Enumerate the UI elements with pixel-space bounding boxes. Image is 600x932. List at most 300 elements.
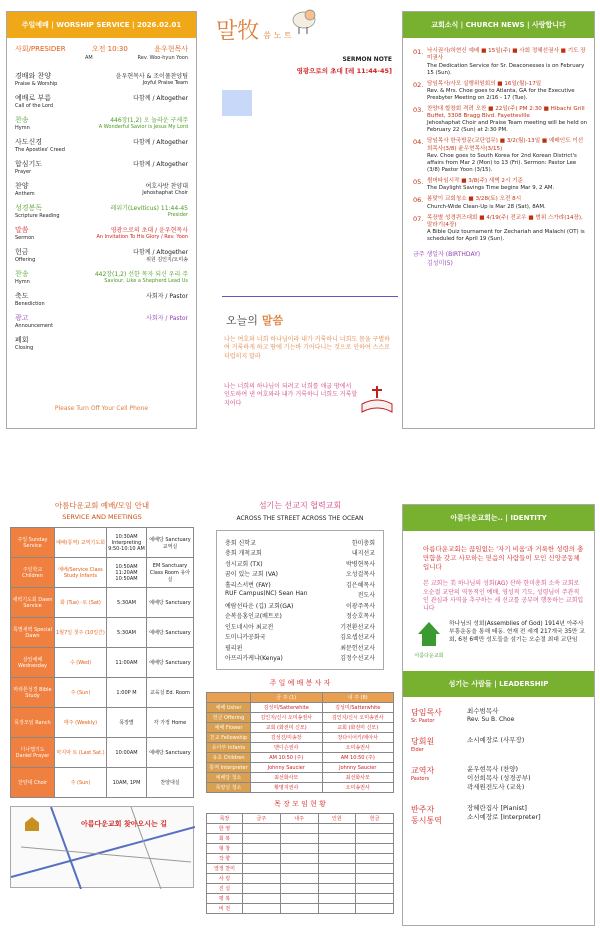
- church-logo: [409, 620, 449, 659]
- order-item-content-en: Jehoshaphat Choir: [142, 190, 188, 196]
- leader-name: 소시예장로 (사무장): [467, 735, 525, 744]
- mission-row: [225, 632, 375, 641]
- bible-illustration: [360, 384, 394, 414]
- mission-box: [216, 530, 384, 670]
- meeting-day: 예배(통역) 교역기도회: [55, 528, 107, 558]
- order-item-ko: 경배와 찬양: [15, 72, 52, 80]
- mission-pastor: 기전환선교사: [340, 623, 375, 631]
- order-item: [15, 93, 188, 109]
- leader-row: [411, 765, 586, 792]
- leader-name-en: Rev. Su B. Choe: [467, 715, 515, 723]
- order-item-right: [95, 269, 188, 285]
- mission-pastor: 김정수선교사: [340, 655, 375, 662]
- order-item-en: Offering: [15, 257, 36, 263]
- news-ko: 담임목사 한국방문(교단업무) ■ 3/2(월)-13일 ■ 예배인도 이선희목사(3/8) 윤우현목사(3/15): [427, 138, 584, 152]
- serve-row: [207, 773, 394, 783]
- order-item-right: [96, 225, 188, 241]
- order-item: [15, 335, 188, 351]
- order-item-content: 윤우현목사 & 조이풀찬양팀: [115, 73, 188, 80]
- serve-row: [207, 703, 394, 713]
- ranch-row: [207, 824, 394, 834]
- ranch-table: [206, 813, 394, 914]
- mission-church: 충회 개척교회: [225, 550, 262, 557]
- meeting-day: 화 (Tue) -토 (Sat): [55, 588, 107, 618]
- presider-time: 오전 10:30: [91, 45, 128, 53]
- serve-role: 목양실 청소: [207, 783, 251, 793]
- mission-row: [225, 548, 375, 557]
- order-item-left: [15, 159, 42, 175]
- ranch-cell: [318, 884, 356, 894]
- serve-header-blank: [207, 693, 251, 703]
- news-body: [427, 196, 546, 210]
- serve-title: 주 일 예 배 봉 사 자: [269, 679, 331, 687]
- ranch-cell: [356, 864, 394, 874]
- worship-order-panel: [6, 11, 197, 429]
- meeting-name: 마라톤성경 Bible Study: [11, 678, 55, 708]
- identity-panel: [402, 504, 595, 926]
- presider-label: 사회/PRESIDER: [15, 45, 66, 53]
- news-header: 교회소식 | CHURCH NEWS | 사랑합니다: [403, 12, 594, 38]
- mission-row: [225, 590, 375, 599]
- verse-1: 나는 여호와 너희 하나님이라 내가 거룩하니 너희도 몸을 구별하여 거룩하게 하고 땅에 기는바 기어다니는 것으로 인하여 스스로 더럽히지 말라: [224, 336, 390, 360]
- meeting-name: 찬양대 Choir: [11, 768, 55, 798]
- serve-row: [207, 713, 394, 723]
- news-ko: 찬양대 합창회 격려 오찬 ■ 22일(주) PM 2:30 ■ Hibachi Grill Buffet, 3308 Bragg Blvd. Fayetteville: [427, 105, 585, 120]
- order-item: [15, 115, 188, 131]
- mission-pastor: 이광주목사: [346, 602, 375, 610]
- order-item-en: Call of the Lord: [15, 103, 54, 109]
- logo-char-2: 牧: [237, 19, 260, 44]
- meeting-place: EM Sanctuary Class Room 유아실: [147, 558, 194, 588]
- identity-main: 아름다운교회는 끊임없는 '자기 비움'과 거룩한 성령의 충만함을 갖고 사모하는 믿음의 사람들이 모인 신앙공동체입니다: [423, 545, 584, 572]
- mission-row: [225, 653, 375, 662]
- today-label: 오늘의: [226, 314, 258, 327]
- order-item-left: [15, 115, 30, 131]
- serve-role: 헌금 Offering: [207, 713, 251, 723]
- leader-role-box: [411, 707, 467, 724]
- mission-church: 도미니카공화국: [225, 634, 266, 641]
- ranch-cell: [356, 894, 394, 904]
- meeting-place: 예배당 Sanctuary 교역실: [147, 528, 194, 558]
- logo-char-1: 말: [216, 19, 238, 44]
- mission-pastor: 박병현목사: [346, 560, 375, 568]
- serve-row: [207, 753, 394, 763]
- order-item: [15, 181, 188, 197]
- mission-pastor: 오성걸목사: [346, 571, 375, 578]
- ranch-name: 비 전: [207, 904, 243, 914]
- serve-next-week: Johnny Saucier: [322, 763, 394, 773]
- news-number: 06.: [413, 196, 424, 205]
- leader-role-box: [411, 736, 467, 753]
- order-item-right: [116, 71, 188, 87]
- serve-next-week: 장다이어키/애아사: [322, 733, 394, 743]
- serve-header: 금 주 (1): [251, 693, 323, 703]
- mission-row: [225, 569, 375, 578]
- ranch-cell: [318, 894, 356, 904]
- order-item-content-en: Saviour, Like a Shepherd Lead Us: [104, 278, 188, 284]
- ranch-cell: [356, 874, 394, 884]
- sheep-icon: [290, 6, 318, 36]
- serve-row: [207, 733, 394, 743]
- ranch-name: 형 창: [207, 844, 243, 854]
- mission-row: [225, 622, 375, 631]
- order-item-en: Scripture Reading: [15, 213, 60, 219]
- serve-this-week: 최선화사모: [251, 773, 323, 783]
- serve-this-week: 교회 (화전미 신모): [251, 723, 323, 733]
- leadership-header: 섬기는 사람들 | LEADERSHIP: [403, 671, 594, 697]
- order-item-content: 446장(1,2) 오 놀라운 구세주: [110, 117, 188, 124]
- birthday-label: 금주 생일자 (BIRTHDAY): [413, 251, 481, 259]
- serve-next-week: 오미송권사: [322, 783, 394, 793]
- ranch-row: [207, 864, 394, 874]
- ranch-name: 진 실: [207, 884, 243, 894]
- meeting-day: 주 (Sun): [55, 768, 107, 798]
- order-item-ko: 사도신경: [15, 138, 43, 146]
- meeting-day: 1월7일 첫주 (10일간): [55, 618, 107, 648]
- meeting-name: 목장모임 Ranch: [11, 708, 55, 738]
- order-item-content-en: Presider: [167, 212, 188, 218]
- ranch-cell: [318, 904, 356, 914]
- serve-this-week: AM 10:50 (주): [251, 753, 323, 763]
- order-item-left: [15, 225, 34, 241]
- mission-church: 예람선타운 (깁) 교회(GA): [225, 602, 294, 610]
- order-item-en: Benediction: [15, 301, 45, 307]
- serve-this-week: 김성진/미송장: [251, 733, 323, 743]
- mission-pastor: 정승호목사: [346, 613, 375, 620]
- leader-role-en: Sr. Pastor: [411, 717, 435, 724]
- meeting-row: [11, 618, 194, 648]
- meeting-place: 각 가정 Home: [147, 708, 194, 738]
- leader-role: 담임목사: [411, 707, 442, 717]
- mission-church: 인도네시아 최교전: [225, 623, 274, 631]
- ranch-cell: [243, 834, 281, 844]
- serve-row: [207, 743, 394, 753]
- serve-next-week: 김인지/신시 오미송권사: [322, 713, 394, 723]
- news-list: [403, 38, 594, 243]
- order-item-en: Announcement: [15, 323, 54, 329]
- news-body: [427, 215, 588, 244]
- order-item-right: [133, 247, 188, 263]
- news-item: [413, 178, 588, 192]
- order-item-ko: 예배로 부름: [15, 94, 52, 102]
- mission-church: 홀리스서번 (FAY): [225, 581, 271, 589]
- leader-role-box: [411, 765, 467, 792]
- order-item-right: [146, 313, 188, 329]
- order-item-ko: 찬송: [15, 270, 29, 278]
- ranch-cell: [356, 854, 394, 864]
- mission-church: RUF Campus(NC) Sean Han: [225, 590, 308, 597]
- mission-church: 성시교회 (TX): [225, 560, 263, 568]
- mission-church: 충회 신학교: [225, 539, 256, 547]
- order-item-content: 여호사밧 찬양대: [145, 183, 188, 190]
- order-item-content: 다함께 / Altogether: [133, 95, 188, 102]
- news-ko: 목장별 성경퀴즈대회 ■ 4/19(주) 전교우 ■ 범위 스가랴(14장), 말라기(4장): [427, 214, 583, 228]
- logo-rest: 씀 노 트: [263, 31, 292, 40]
- serve-row: [207, 723, 394, 733]
- meeting-time: 10:50AM 11:20AM 10:50AM: [107, 558, 147, 588]
- sermon-note-label: SERMON NOTE: [342, 56, 392, 63]
- order-item-left: [15, 335, 33, 351]
- meeting-time: 5:30AM: [107, 588, 147, 618]
- leader-row: [411, 707, 586, 724]
- order-item: [15, 159, 188, 175]
- news-en: Rev. & Mrs. Choe goes to Atlanta, GA for the Executive Presbyter Meeting on 2/16 - 17 (Tue).: [427, 87, 575, 101]
- church-logo-icon: [414, 620, 444, 648]
- ranch-cell: [280, 834, 318, 844]
- ranch-cell: [280, 854, 318, 864]
- order-item: [15, 225, 188, 241]
- meeting-row: [11, 558, 194, 588]
- meeting-name: 특별새벽 Special Dawn: [11, 618, 55, 648]
- serve-table: [206, 692, 394, 793]
- meeting-time: 11:00AM: [107, 648, 147, 678]
- leader-name: 최수범목사: [467, 706, 499, 715]
- news-item: [413, 138, 588, 174]
- order-item-right: [111, 203, 188, 219]
- ranch-cell: [243, 824, 281, 834]
- meeting-time: 10:30AM Interpreting 9:50-10:10 AM: [107, 528, 147, 558]
- order-item-left: [15, 313, 53, 329]
- order-item-right: [133, 93, 188, 109]
- leader-role: 당회원: [411, 736, 435, 746]
- meeting-place: 예배당 Sanctuary: [147, 588, 194, 618]
- mission-church: 필리핀: [225, 644, 243, 652]
- meeting-day: 주 (Sun): [55, 678, 107, 708]
- serve-header-row: [207, 693, 394, 703]
- meeting-name: 주일학교 Children: [11, 558, 55, 588]
- meeting-name: 삼일예배 Wednesday: [11, 648, 55, 678]
- meeting-place: 찬양대실: [147, 768, 194, 798]
- order-item-ko: 말씀: [15, 226, 29, 234]
- order-item-content: 영광으로의 초대 / 윤우현목사: [110, 227, 188, 234]
- mission-pastor: 김요셉선교사: [340, 634, 375, 641]
- news-body: [427, 48, 588, 77]
- ranch-title: 목 장 모 임 현 황: [274, 800, 326, 808]
- serve-row: [207, 783, 394, 793]
- order-item-right: [99, 115, 188, 131]
- worship-header: 주일예배 | WORSHIP SERVICE | 2026.02.01: [7, 12, 196, 38]
- leaders-list: [403, 697, 594, 848]
- mission-church: 아프리카케냐(Kenya): [225, 655, 283, 662]
- serve-next-week: 오미송권사: [322, 743, 394, 753]
- order-item-ko: 헌금: [15, 248, 29, 256]
- leader-row: [411, 804, 586, 826]
- order-item-en: Closing: [15, 345, 34, 351]
- meeting-day: 매주 (Weekly): [55, 708, 107, 738]
- cellphone-notice: Please Turn Off Your Cell Phone: [54, 405, 149, 412]
- ranch-header: 헌금: [356, 814, 394, 824]
- meeting-row: [11, 708, 194, 738]
- news-ko: 담임목사/사모 실행위원회의 ■ 16일(월)-17일: [427, 80, 542, 87]
- order-item-en: The Apostles' Creed: [15, 147, 65, 153]
- ranch-header: 금주: [243, 814, 281, 824]
- order-item-content-en: 위원 김인지/오미송: [146, 257, 188, 263]
- mission-pastor: 김은혜목사: [346, 581, 375, 589]
- meeting-row: [11, 738, 194, 768]
- meeting-place: 예배당 Sanctuary: [147, 648, 194, 678]
- meetings-table: [10, 527, 194, 798]
- leader-name-box: [467, 736, 524, 753]
- order-item-ko: 성경봉독: [15, 204, 43, 212]
- ranch-cell: [280, 844, 318, 854]
- order-item-ko: 찬양: [15, 182, 29, 190]
- leader-role: 반주자 동시통역: [411, 805, 442, 826]
- presider-name-en: Rev. Woo-hyun Yoon: [137, 55, 188, 61]
- mission-row: [225, 643, 375, 652]
- order-item-content: 다함께 / Altogether: [133, 249, 188, 256]
- ranch-row: [207, 884, 394, 894]
- meeting-place: 예배당 Sanctuary: [147, 618, 194, 648]
- ranch-cell: [318, 834, 356, 844]
- ranch-cell: [356, 884, 394, 894]
- church-news-panel: [402, 11, 595, 429]
- order-item-content: 사회자 / Pastor: [146, 315, 188, 322]
- news-number: 03.: [413, 105, 424, 114]
- church-logo-text: 아름다운교회: [414, 652, 444, 659]
- identity-header: 아름다운교회는.. | IDENTITY: [403, 505, 594, 531]
- serve-role: 유아부 Infants: [207, 743, 251, 753]
- leader-role-box: [411, 804, 467, 826]
- ranch-name: 작 향: [207, 854, 243, 864]
- order-item-content: 다함께 / Altogether: [133, 161, 188, 168]
- order-list: [7, 71, 196, 351]
- serve-next-week: 최선화사모: [322, 773, 394, 783]
- order-item: [15, 71, 188, 87]
- ranch-header: 인원: [318, 814, 356, 824]
- serve-header: 내 주 (8): [322, 693, 394, 703]
- ranch-cell: [243, 904, 281, 914]
- meeting-row: [11, 588, 194, 618]
- sermon-note-divider: [222, 296, 398, 297]
- mission-row: [225, 538, 375, 547]
- today-word: 말씀: [261, 314, 284, 327]
- mission-pastor: 최문헌선교사: [340, 644, 375, 652]
- serve-next-week: AM 10:50 (주): [322, 753, 394, 763]
- news-item: [413, 215, 588, 244]
- ranch-cell: [318, 874, 356, 884]
- order-item-content-en: Joyful Praise Team: [142, 80, 188, 86]
- meeting-row: [11, 768, 194, 798]
- order-item-ko: 찬송: [15, 116, 29, 124]
- ranch-row: [207, 834, 394, 844]
- ranch-row: [207, 854, 394, 864]
- meeting-place: 교육실 Ed. Room: [147, 678, 194, 708]
- meeting-day: 마지막 토 (Last Sat.): [55, 738, 107, 768]
- order-item-en: Hymn: [15, 279, 30, 285]
- order-item-left: [15, 291, 45, 307]
- news-en: Church-Wide Clean-Up is Mar 28 (Sat), 8AM.: [427, 203, 546, 210]
- serve-this-week: 김성미/Satterwhite: [251, 703, 323, 713]
- order-item-right: [133, 137, 188, 153]
- meeting-row: [11, 528, 194, 558]
- leader-role: 교역자: [411, 765, 435, 775]
- news-number: 04.: [413, 138, 424, 147]
- ranch-cell: [280, 864, 318, 874]
- leader-name: 윤우현목사 (찬양) 이선희목사 (성경공부) 곽세원전도사 (교육): [467, 764, 531, 792]
- meetings-section: [6, 496, 198, 926]
- ranch-cell: [280, 874, 318, 884]
- ranch-cell: [318, 854, 356, 864]
- news-number: 07.: [413, 214, 424, 223]
- verse-2: 나는 너희의 하나님이 되려고 너희를 애굽 땅에서 인도하여 낸 여호와라 내가 거룩하니 너희도 거룩할지어다: [224, 383, 358, 407]
- leader-row: [411, 736, 586, 753]
- missions-section: [204, 496, 396, 926]
- ranch-cell: [243, 874, 281, 884]
- ranch-name: 사 링: [207, 874, 243, 884]
- ranch-cell: [318, 864, 356, 874]
- leader-name-box: [467, 707, 514, 724]
- leader-role-en: Elder: [411, 746, 424, 753]
- ranch-cell: [280, 904, 318, 914]
- leader-role-en: Pastors: [411, 775, 430, 782]
- ranch-name: 회 복: [207, 834, 243, 844]
- news-en: Jehoshaphat Choir and Praise Team meeting will be held on February 22 (Sun) at 2:30 PM.: [427, 120, 588, 134]
- order-item-right: [142, 181, 188, 197]
- news-body: [427, 106, 588, 135]
- order-item-content: 다함께 / Altogether: [133, 139, 188, 146]
- serve-this-week: 맨디슨권사: [251, 743, 323, 753]
- mission-church: 꿈이 있는 교회 (VA): [225, 571, 279, 578]
- order-item-content: 사회자 / Pastor: [146, 293, 188, 300]
- meeting-time: 1:00P M: [107, 678, 147, 708]
- serve-this-week: Johnny Saucier: [251, 763, 323, 773]
- ranch-cell: [318, 844, 356, 854]
- missions-subtitle: ACROSS THE STREET ACROSS THE OCEAN: [236, 515, 364, 522]
- ranch-cell: [243, 884, 281, 894]
- serve-role: 예배당 청소: [207, 773, 251, 783]
- ranch-row: [207, 894, 394, 904]
- meeting-row: [11, 678, 194, 708]
- order-item-left: [15, 137, 65, 153]
- ranch-row: [207, 844, 394, 854]
- meeting-name: 디나햄기도 Daniel Prayer: [11, 738, 55, 768]
- order-item-ko: 합심기도: [15, 160, 43, 168]
- order-item: [15, 291, 188, 307]
- mission-church: 순복음홍인교(베트로): [225, 613, 282, 620]
- serve-role: 예배 Usher: [207, 703, 251, 713]
- news-en: A Bible Quiz tournament for Zechariah and Malachi (OT) is scheduled for April 19 (Sun).: [427, 229, 585, 243]
- order-item: [15, 247, 188, 263]
- news-body: [427, 178, 554, 192]
- order-item-content: 레위기(Leviticus) 11:44-45: [110, 205, 188, 212]
- order-item-right: [146, 291, 188, 307]
- meeting-place: 예배당 Sanctuary: [147, 738, 194, 768]
- ranch-cell: [243, 844, 281, 854]
- order-item: [15, 269, 188, 285]
- order-item-content: 442장(1,2) 선한 목자 되신 우리 주: [94, 271, 188, 278]
- ranch-cell: [243, 894, 281, 904]
- map-title: 아름다운교회 찾아오시는 길: [81, 820, 168, 828]
- meeting-row: [11, 648, 194, 678]
- ranch-header-row: [207, 814, 394, 824]
- order-item-content-en: An Invitation To His Glory / Rev. Yoon: [96, 234, 188, 240]
- ranch-header: 목장: [207, 814, 243, 824]
- order-item-right: [133, 159, 188, 175]
- mission-row: [225, 601, 375, 610]
- ranch-name: 열정 찬미: [207, 864, 243, 874]
- ranch-name: 평 복: [207, 894, 243, 904]
- mission-row: [225, 580, 375, 589]
- ranch-cell: [318, 824, 356, 834]
- identity-sub: 본 교회는 美 하나님의 성회(AG) 산하 한미총회 소속 교회로 오순절 교단의 역동적인 예배, 영성적 기도, 성령님이 주관적인 관심과 사역을 추구하는 세 선교를 공부며 행동하는 교회입니다: [423, 580, 584, 613]
- ranch-cell: [280, 894, 318, 904]
- serve-role: 친교 Fellowship: [207, 733, 251, 743]
- news-number: 05.: [413, 178, 424, 186]
- order-item-left: [15, 247, 35, 263]
- order-item: [15, 137, 188, 153]
- serve-role: 유초 Children: [207, 753, 251, 763]
- meeting-day: 수 (Wed): [55, 648, 107, 678]
